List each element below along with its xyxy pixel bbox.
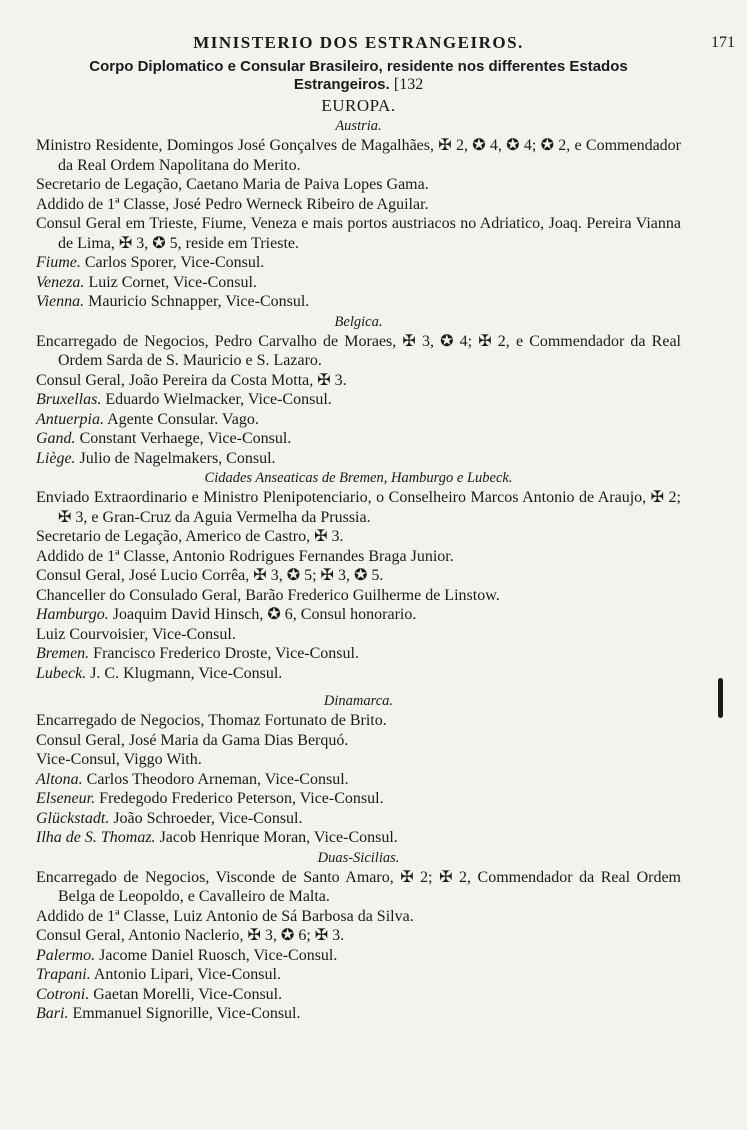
entry-text: Carlos Theodoro Arneman, Vice-Consul. [86, 770, 349, 788]
entry-text: Secretario de Legação, Caetano Maria de Paiva Lopes Gama. [36, 176, 429, 193]
list-item [36, 332, 681, 371]
subtitle-reference: [132 [393, 76, 424, 93]
list-item [36, 292, 681, 312]
page-title: MINISTERIO DOS ESTRANGEIROS. [193, 33, 524, 52]
section-heading: Austria. [335, 118, 382, 134]
section-gap [36, 683, 681, 691]
list-item [36, 136, 681, 175]
entry-text: Consul Geral, João Pereira da Costa Motta, ✠ 3. [36, 371, 347, 389]
entry-text: Consul Geral em Trieste, Fiume, Veneza e mais portos austriacos no Adriatico, Joaq. Pereira Vianna de Lima, ✠ 3, ✪ 5, reside em Trieste. [36, 215, 681, 252]
list-item [36, 946, 681, 966]
list-item [36, 789, 681, 809]
entry-list [36, 488, 681, 683]
entry-place: Hamburgo. [36, 606, 109, 623]
entry-text: Enviado Extraordinario e Ministro Plenipotenciario, o Conselheiro Marcos Antonio de Araujo, ✠ 2; ✠ 3, e Gran-Cruz da Aguia Vermelha da Prussia. [36, 489, 681, 526]
entry-text: Consul Geral, José Lucio Corrêa, ✠ 3, ✪ 5; ✠ 3, ✪ 5. [36, 567, 384, 584]
list-item [36, 1004, 681, 1024]
list-item [36, 605, 681, 625]
entry-place: Elseneur. [36, 790, 96, 807]
entry-text: Eduardo Wielmacker, Vice-Consul. [105, 391, 332, 408]
entry-text: Emmanuel Signorille, Vice-Consul. [72, 1005, 301, 1022]
entry-text: Julio de Nagelmakers, Consul. [79, 449, 276, 467]
entry-text: Vice-Consul, Viggo With. [36, 751, 202, 768]
list-item [36, 527, 681, 547]
entry-text: Chanceller do Consulado Geral, Barão Frederico Guilherme de Linstow. [36, 586, 500, 604]
entry-text: João Schroeder, Vice-Consul. [113, 809, 303, 827]
entry-place: Trapani. [36, 966, 91, 983]
section-heading: Duas-Sicilias. [317, 849, 400, 866]
entry-text: Jacob Henrique Moran, Vice-Consul. [159, 829, 398, 846]
entry-text: Mauricio Schnapper, Vice-Consul. [88, 293, 310, 310]
entry-text: Jacome Daniel Ruosch, Vice-Consul. [99, 946, 338, 964]
entry-place: Glückstadt. [36, 809, 110, 827]
entry-text: Addido de 1ª Classe, Antonio Rodrigues Fernandes Braga Junior. [36, 547, 454, 565]
list-item [36, 907, 681, 927]
entry-text: Constant Verhaege, Vice-Consul. [79, 430, 292, 447]
subtitle-text: Corpo Diplomatico e Consular Brasileiro, residente nos differentes Estados Estrangeiros. [89, 58, 628, 93]
margin-mark [718, 678, 723, 718]
list-item [36, 586, 681, 606]
list-item [36, 429, 681, 449]
entry-list [36, 332, 681, 469]
section-heading: Dinamarca. [323, 693, 394, 709]
entry-place: Lubeck. [36, 664, 87, 682]
entry-list [36, 136, 681, 312]
entry-text: Luiz Courvoisier, Vice-Consul. [36, 625, 236, 643]
entry-place: Liège. [36, 449, 76, 467]
entry-list [36, 711, 681, 848]
entry-text: Joaquim David Hinsch, ✪ 6, Consul honorario. [112, 606, 417, 623]
list-item [36, 926, 681, 946]
section-heading: Cidades Anseaticas de Bremen, Hamburgo e Lubeck. [204, 470, 513, 486]
running-head [36, 30, 735, 56]
list-item [36, 868, 681, 907]
entry-place: Fiume. [36, 254, 81, 271]
list-item [36, 731, 681, 751]
entry-text: Francisco Frederico Droste, Vice-Consul. [93, 645, 359, 662]
entry-text: Ministro Residente, Domingos José Gonçalves de Magalhães, ✠ 2, ✪ 4, ✪ 4; ✪ 2, e Commendador da Real Ordem Napolitana do Merito. [36, 137, 681, 174]
list-item [36, 195, 681, 215]
entry-place: Bremen. [36, 645, 90, 662]
entry-place: Antuerpia. [36, 410, 104, 428]
list-item [36, 828, 681, 848]
entry-text: Gaetan Morelli, Vice-Consul. [93, 985, 283, 1003]
list-item [36, 965, 681, 985]
list-item [36, 770, 681, 790]
entry-text: Consul Geral, José Maria da Gama Dias Berquó. [36, 731, 349, 749]
list-item [36, 273, 681, 293]
list-item [36, 449, 681, 469]
list-item [36, 566, 681, 586]
entry-text: Encarregado de Negocios, Thomaz Fortunato de Brito. [36, 712, 387, 729]
list-item [36, 547, 681, 567]
list-item [36, 371, 681, 391]
entry-place: Gand. [36, 430, 76, 447]
entry-text: Secretario de Legação, Americo de Castro, ✠ 3. [36, 528, 344, 545]
page-number: 171 [711, 34, 735, 51]
entry-place: Ilha de S. Thomaz. [36, 829, 156, 846]
entry-text: Antonio Lipari, Vice-Consul. [93, 966, 281, 983]
list-item [36, 750, 681, 770]
entry-place: Cotroni. [36, 985, 90, 1003]
entry-text: Luiz Cornet, Vice-Consul. [88, 273, 257, 291]
entry-text: Encarregado de Negocios, Pedro Carvalho de Moraes, ✠ 3, ✪ 4; ✠ 2, e Commendador da Real Ordem Sarda de S. Mauricio e S. Lazaro. [36, 332, 681, 369]
list-item [36, 253, 681, 273]
list-item [36, 390, 681, 410]
list-item [36, 644, 681, 664]
sections-container [36, 116, 681, 1024]
entry-place: Bari. [36, 1005, 69, 1022]
entry-place: Palermo. [36, 946, 96, 964]
section-heading: Belgica. [334, 313, 383, 330]
entry-place: Bruxellas. [36, 391, 102, 408]
entry-text: Encarregado de Negocios, Visconde de Santo Amaro, ✠ 2; ✠ 2, Commendador da Real Ordem Belga de Leopoldo, e Cavalleiro de Malta. [36, 868, 681, 905]
page-subtitle [36, 58, 681, 94]
list-item [36, 625, 681, 645]
list-item [36, 175, 681, 195]
list-item [36, 664, 681, 684]
list-item [36, 985, 681, 1005]
entry-text: Addido de 1ª Classe, José Pedro Werneck Ribeiro de Aguilar. [36, 195, 429, 213]
entry-list [36, 868, 681, 1024]
entry-text: J. C. Klugmann, Vice-Consul. [90, 664, 283, 682]
entry-place: Altona. [36, 770, 83, 788]
list-item [36, 809, 681, 829]
entry-text: Addido de 1ª Classe, Luiz Antonio de Sá Barbosa da Silva. [36, 907, 414, 925]
entry-text: Fredegodo Frederico Peterson, Vice-Consul. [99, 790, 384, 807]
entry-text: Agente Consular. Vago. [107, 410, 259, 428]
list-item [36, 711, 681, 731]
list-item [36, 214, 681, 253]
region-heading: EUROPA. [321, 96, 396, 115]
list-item [36, 488, 681, 527]
entry-place: Vienna. [36, 293, 85, 310]
entry-text: Consul Geral, Antonio Naclerio, ✠ 3, ✪ 6; ✠ 3. [36, 927, 345, 944]
list-item [36, 410, 681, 430]
entry-place: Veneza. [36, 273, 85, 291]
entry-text: Carlos Sporer, Vice-Consul. [84, 254, 265, 271]
